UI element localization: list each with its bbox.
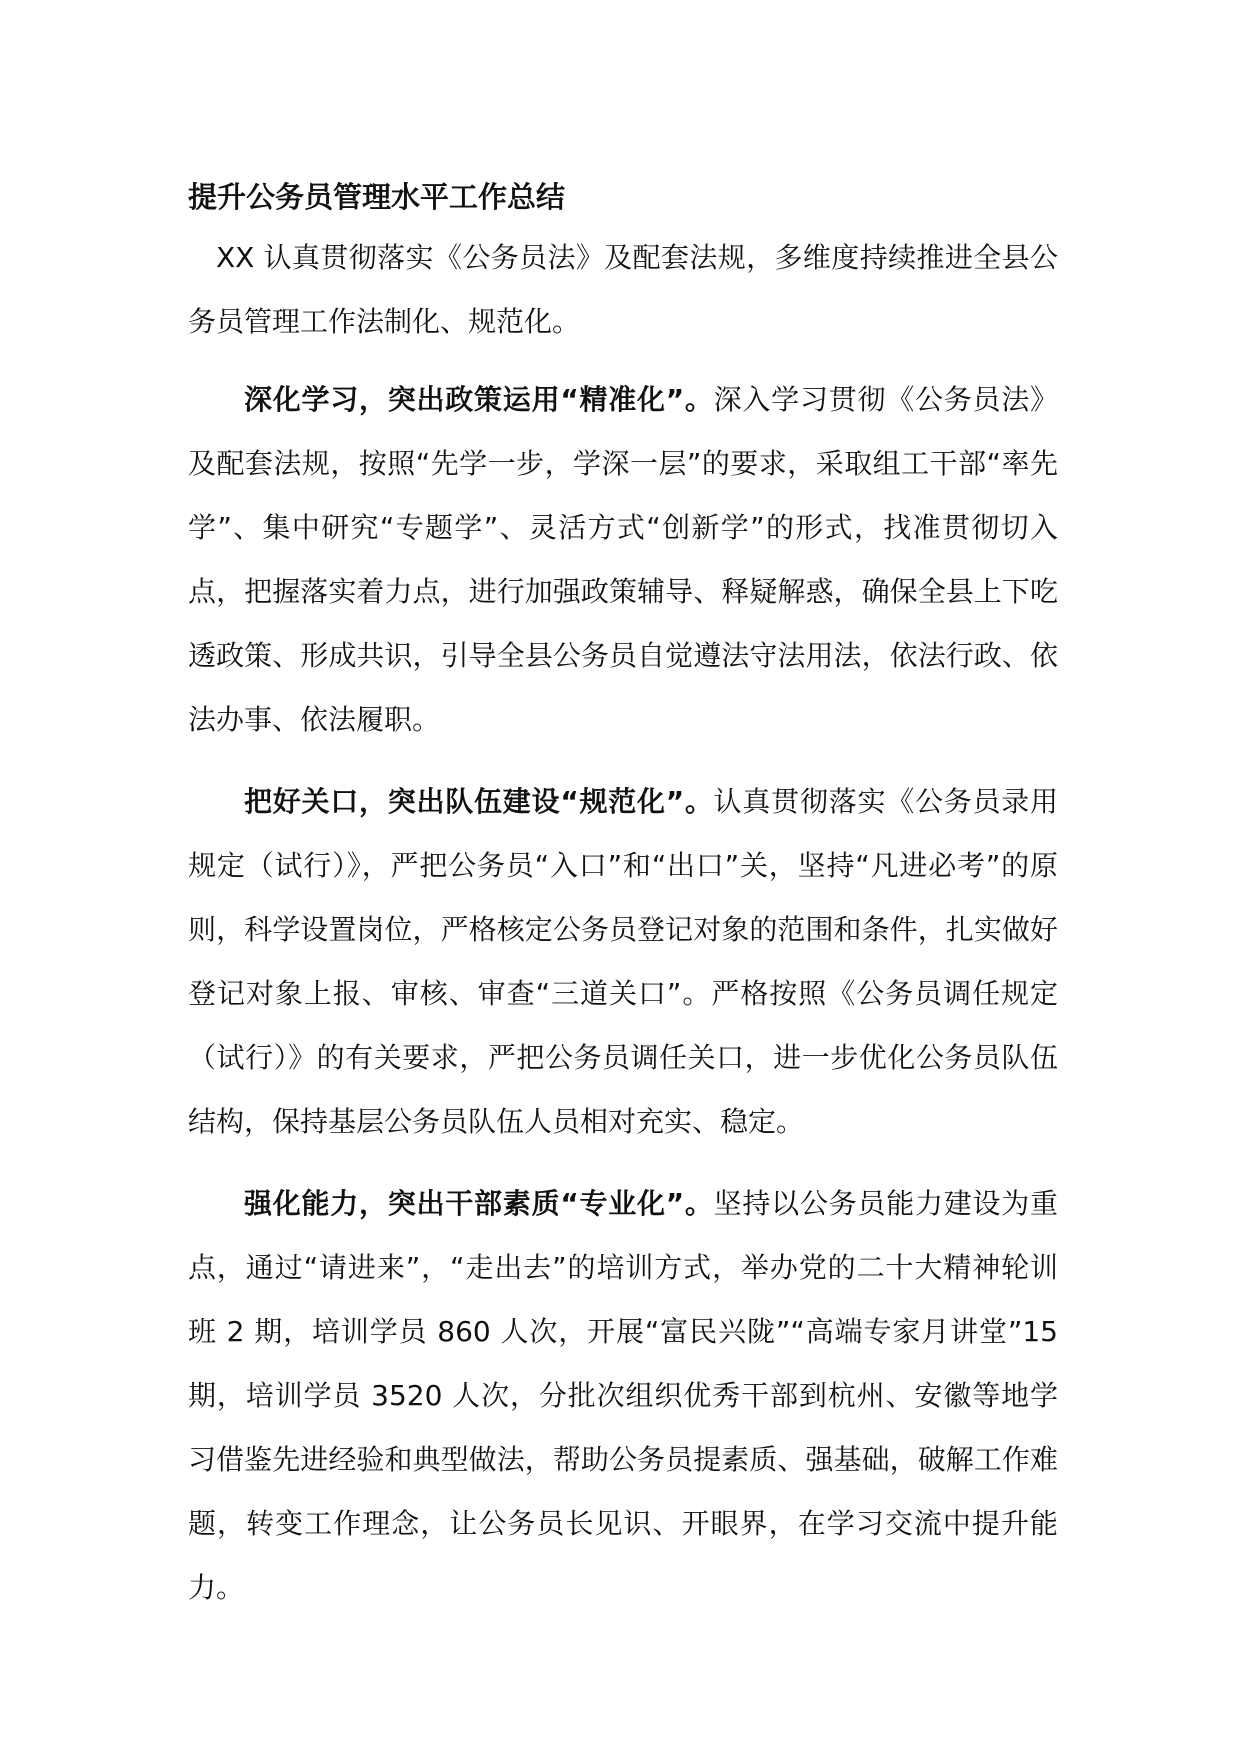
section-body-2: 认真贯彻落实《公务员录用规定（试行）》，严把公务员“入口”和“出口”关，坚持“凡进必考”的原则，科学设置岗位，严格核定公务员登记对象的范围和条件，扎实做好登记对象上报、审核、审查“三道关口”。严格按照《公务员调任规定（试行）》的有关要求，严把公务员调任关口，进一步优化公务员队伍结构，保持基层公务员队伍人员相对充实、稳定。 bbox=[188, 785, 1058, 1138]
section-body-1: 深入学习贯彻《公务员法》及配套法规，按照“先学一步，学深一层”的要求，采取组工干部“率先学”、集中研究“专题学”、灵活方式“创新学”的形式，找准贯彻切入点，把握落实着力点，进行加强政策辅导、释疑解惑，确保全县上下吃透政策、形成共识，引导全县公务员自觉遵法守法用法，依法行政、依法办事、依法履职。 bbox=[188, 383, 1058, 736]
section-paragraph-2 bbox=[188, 770, 1058, 1154]
document-content bbox=[188, 172, 1058, 1638]
section-body-3: 坚持以公务员能力建设为重点，通过“请进来”，“走出去”的培训方式，举办党的二十大精神轮训班 2 期，培训学员 860 人次，开展“富民兴陇”“高端专家月讲堂”15 期，培训学员 3520 人次，分批次组织优秀干部到杭州、安徽等地学习借鉴先进经验和典型做法，帮助公务员提素质、强基础，破解工作难题，转变工作理念，让公务员长见识、开眼界，在学习交流中提升能力。 bbox=[188, 1187, 1058, 1604]
section-paragraph-1 bbox=[188, 368, 1058, 752]
intro-paragraph: XX 认真贯彻落实《公务员法》及配套法规，多维度持续推进全县公务员管理工作法制化、规范化。 bbox=[188, 241, 1058, 338]
section-paragraph-3 bbox=[188, 1172, 1058, 1620]
section-lead-3: 强化能力，突出干部素质“专业化”。 bbox=[244, 1187, 714, 1220]
section-lead-2: 把好关口，突出队伍建设“规范化”。 bbox=[244, 785, 714, 818]
section-lead-1: 深化学习，突出政策运用“精准化”。 bbox=[244, 383, 714, 416]
document-title: 提升公务员管理水平工作总结 bbox=[188, 180, 566, 214]
